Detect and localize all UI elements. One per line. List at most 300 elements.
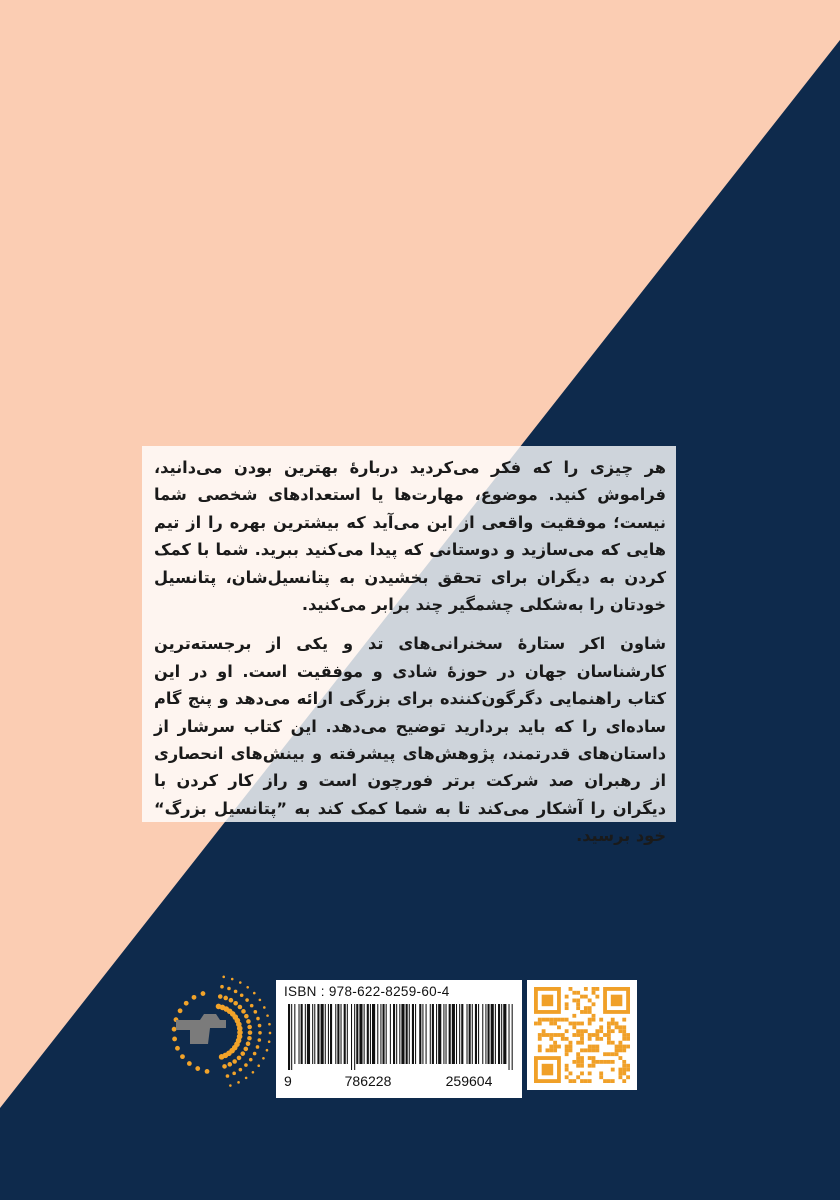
- qr-module: [592, 1014, 596, 1018]
- barcode-bar: [396, 1004, 397, 1064]
- logo-ray-dot: [246, 1019, 251, 1024]
- qr-module: [542, 1018, 546, 1022]
- barcode-bar: [377, 1004, 378, 1064]
- qr-module: [592, 987, 596, 991]
- barcode-bar: [443, 1004, 444, 1064]
- barcode-bar: [485, 1004, 486, 1064]
- logo-ray-dot: [232, 1072, 236, 1076]
- barcode-bar: [426, 1004, 427, 1064]
- qr-module: [618, 1068, 622, 1072]
- barcode-icon: [286, 1004, 514, 1070]
- qr-module: [565, 1052, 569, 1056]
- qr-module: [592, 1018, 596, 1022]
- logo-ray-dot: [250, 1004, 254, 1008]
- logo-ray-dot: [249, 1058, 253, 1062]
- qr-module: [611, 1060, 615, 1064]
- qr-module: [607, 1060, 611, 1064]
- logo-ray-dot: [172, 1027, 177, 1032]
- qr-module: [538, 1022, 542, 1026]
- logo-ray-dot: [244, 1063, 248, 1067]
- qr-module: [580, 1037, 584, 1041]
- qr-module: [576, 1056, 580, 1060]
- qr-module: [607, 1029, 611, 1033]
- logo-ray-dot: [227, 987, 231, 991]
- barcode-bar: [452, 1004, 455, 1064]
- logo-ray-dot: [184, 1001, 189, 1006]
- barcode-bar: [472, 1004, 473, 1064]
- barcode-bar: [446, 1004, 447, 1064]
- barcode-bar: [432, 1004, 434, 1064]
- qr-module: [603, 1060, 607, 1064]
- qr-module: [592, 1002, 596, 1006]
- qr-module: [595, 987, 599, 991]
- qr-module: [592, 1064, 596, 1068]
- barcode-digits-right: 259604: [445, 1073, 493, 1089]
- qr-module: [553, 1048, 557, 1052]
- publisher-logo: [160, 962, 276, 1098]
- qr-module: [542, 995, 554, 1007]
- barcode-bar: [344, 1004, 346, 1064]
- qr-module: [618, 1041, 622, 1045]
- barcode-bar: [512, 1004, 513, 1070]
- logo-ray-dot: [246, 986, 249, 989]
- barcode-bar: [325, 1004, 326, 1064]
- qr-module: [599, 1037, 603, 1041]
- qr-module: [569, 1045, 573, 1049]
- qr-module: [603, 1033, 607, 1037]
- qr-module: [603, 1052, 607, 1056]
- barcode-bar: [509, 1004, 510, 1070]
- logo-ray-dot: [222, 976, 225, 979]
- qr-module: [599, 1060, 603, 1064]
- qr-module: [607, 1022, 611, 1026]
- qr-module: [615, 1048, 619, 1052]
- qr-module: [588, 1056, 592, 1060]
- qr-module: [580, 1079, 584, 1083]
- logo-ray-dot: [248, 1030, 253, 1035]
- qr-module: [588, 1006, 592, 1010]
- blurb-paragraph-2: شاون اکر ستارهٔ سخنرانی‌های تد و یکی از برجسته‌ترین کارشناسان جهان در حوزهٔ شادی و موفقیت است. او در این کتاب راهنمایی دگرگون‌کننده برای بزرگی ارائه می‌دهد و پنج گام ساده‌ای را که باید بردارید توضیح می‌دهد. این کتاب سرشار از داستان‌های قدرتمند، پژوهش‌های پیشرفته و بینش‌های انحصاری از رهبران صد شرکت برتر فورچون است و راز کار کردن با دیگران را آشکار می‌کند تا به شما کمک کند به ”پتانسیل بزرگ“ خود برسید.: [154, 634, 666, 846]
- qr-module: [592, 1056, 596, 1060]
- qr-module: [622, 1018, 626, 1022]
- barcode-bar: [412, 1004, 414, 1064]
- logo-ray-dot: [195, 1066, 200, 1071]
- qr-module: [576, 1075, 580, 1079]
- qr-module: [592, 1048, 596, 1052]
- logo-ray-dot: [234, 990, 238, 994]
- barcode-bar: [294, 1004, 295, 1064]
- logo-ray-dot: [245, 998, 249, 1002]
- qr-module: [615, 1025, 619, 1029]
- qr-module: [538, 1033, 542, 1037]
- qr-module: [588, 1064, 592, 1068]
- logo-ray-dot: [244, 1014, 249, 1019]
- barcode-bar: [430, 1004, 431, 1064]
- barcode-bar: [478, 1004, 479, 1064]
- qr-module: [572, 999, 576, 1003]
- barcode-bar: [356, 1004, 358, 1064]
- barcode-digits: [284, 1073, 516, 1089]
- qr-module: [618, 1025, 622, 1029]
- back-cover-blurb: [142, 446, 676, 846]
- qr-module: [599, 1029, 603, 1033]
- logo-ray-dot: [258, 1038, 262, 1042]
- qr-module: [588, 999, 592, 1003]
- logo-ray-dot: [218, 994, 223, 999]
- qr-module: [626, 1064, 630, 1068]
- qr-module: [607, 1033, 611, 1037]
- qr-module: [565, 1018, 569, 1022]
- barcode-bar: [337, 1004, 339, 1064]
- qr-module: [618, 1075, 622, 1079]
- qr-module: [549, 1018, 553, 1022]
- qr-module: [607, 1041, 611, 1045]
- isbn-text: ISBN : 978-622-8259-60-4: [284, 984, 450, 999]
- qr-module: [622, 1025, 626, 1029]
- qr-module: [595, 1037, 599, 1041]
- qr-module: [626, 1068, 630, 1072]
- qr-module: [549, 1022, 553, 1026]
- qr-module: [565, 1075, 569, 1079]
- barcode-bar: [305, 1004, 306, 1064]
- barcode-bar: [288, 1004, 290, 1070]
- logo-ray-dot: [268, 1023, 271, 1026]
- barcode-bar: [317, 1004, 319, 1064]
- qr-module: [588, 1033, 592, 1037]
- logo-ray-dot: [237, 1081, 240, 1084]
- qr-module: [584, 1010, 588, 1014]
- barcode-digit-first: 9: [284, 1073, 292, 1089]
- qr-module: [622, 1029, 626, 1033]
- qr-module: [626, 1075, 630, 1079]
- barcode-bar: [461, 1004, 463, 1064]
- qr-module: [572, 1025, 576, 1029]
- qr-module: [565, 1029, 569, 1033]
- qr-module: [626, 1037, 630, 1041]
- qr-module: [576, 1029, 580, 1033]
- qr-module: [584, 1079, 588, 1083]
- qr-module: [599, 1025, 603, 1029]
- qr-module: [595, 1060, 599, 1064]
- logo-ray-dot: [187, 1061, 192, 1066]
- logo-ray-dot: [258, 1024, 262, 1028]
- qr-module: [607, 1025, 611, 1029]
- qr-module: [626, 1033, 630, 1037]
- blurb-paragraph-1: هر چیزی را که فکر می‌کردید دربارهٔ بهترین بودن می‌دانید، فراموش کنید. موضوع، مهارت‌ها یا استعدادهای شخصی شما نیست؛ موفقیت واقعی از این می‌آید که بیشترین بهره را از تیم هایی که می‌سازید و دوستانی که پیدا می‌کنید ببرید. شما با کمک کردن به دیگران برای تحقق بخشیدن به پتانسیل‌شان، پتانسیل خودتان را به‌شکلی چشمگیر چند برابر می‌کنید.: [154, 458, 666, 615]
- qr-module: [622, 1037, 626, 1041]
- qr-module: [576, 1060, 580, 1064]
- logo-ray-dot: [178, 1008, 183, 1013]
- qr-module: [622, 1079, 626, 1083]
- logo-ray-dot: [263, 1006, 266, 1009]
- qr-module: [580, 1060, 584, 1064]
- logo-ray-dot: [219, 1054, 225, 1060]
- qr-module: [580, 1041, 584, 1045]
- qr-module: [572, 1022, 576, 1026]
- qr-module: [592, 1033, 596, 1037]
- qr-module: [546, 1048, 550, 1052]
- qr-module: [542, 1033, 546, 1037]
- isbn-barcode-label: [276, 980, 522, 1098]
- logo-ray-dot: [266, 1014, 269, 1017]
- qr-module: [611, 1029, 615, 1033]
- barcode-bar: [491, 1004, 494, 1064]
- barcode-bar: [438, 1004, 441, 1064]
- qr-module: [584, 995, 588, 999]
- qr-module: [580, 1033, 584, 1037]
- barcode-bar: [495, 1004, 496, 1064]
- qr-module: [584, 1006, 588, 1010]
- logo-ray-dot: [172, 1037, 177, 1042]
- logo-ray-dot: [243, 1047, 248, 1052]
- qr-module: [611, 1079, 615, 1083]
- qr-module: [592, 1045, 596, 1049]
- barcode-bar: [367, 1004, 369, 1064]
- qr-module: [588, 1018, 592, 1022]
- qr-module: [576, 1041, 580, 1045]
- qr-module: [592, 991, 596, 995]
- qr-module: [622, 1045, 626, 1049]
- barcode-bar: [399, 1004, 400, 1064]
- qr-module: [622, 1068, 626, 1072]
- logo-ray-dot: [192, 995, 197, 1000]
- qr-module: [546, 1033, 550, 1037]
- qr-module: [588, 1048, 592, 1052]
- barcode-bar: [501, 1004, 502, 1064]
- qr-module: [576, 1006, 580, 1010]
- qr-module: [542, 1064, 554, 1076]
- qr-module: [607, 1037, 611, 1041]
- qr-module: [572, 1079, 576, 1083]
- qr-module: [565, 1064, 569, 1068]
- barcode-bar: [291, 1004, 292, 1070]
- logo-ray-dot: [245, 1077, 248, 1080]
- qr-module: [588, 1079, 592, 1083]
- logo-ray-dot: [240, 1051, 245, 1056]
- logo-ray-dot: [257, 1064, 260, 1067]
- qr-module: [557, 1045, 561, 1049]
- qr-module: [569, 1071, 573, 1075]
- qr-code-icon: [534, 987, 630, 1083]
- logo-ray-dot: [175, 1046, 180, 1051]
- qr-module: [622, 1064, 626, 1068]
- barcode-bar: [380, 1004, 381, 1064]
- qr-module: [569, 1048, 573, 1052]
- logo-ray-dot: [262, 1057, 265, 1060]
- qr-module: [576, 991, 580, 995]
- qr-module: [580, 1071, 584, 1075]
- barcode-bar: [301, 1004, 303, 1064]
- qr-module: [599, 1075, 603, 1079]
- qr-module: [615, 1022, 619, 1026]
- logo-ray-dot: [259, 999, 262, 1002]
- qr-module: [611, 1068, 615, 1072]
- barcode-bar: [475, 1004, 477, 1064]
- qr-module: [569, 987, 573, 991]
- logo-ray-dot: [240, 993, 244, 997]
- qr-module: [588, 1022, 592, 1026]
- barcode-bar: [347, 1004, 348, 1064]
- qr-module: [592, 1060, 596, 1064]
- qr-module: [622, 1048, 626, 1052]
- qr-module: [584, 987, 588, 991]
- barcode-bar: [409, 1004, 410, 1064]
- qr-module: [576, 1002, 580, 1006]
- logo-ray-dot: [241, 1009, 246, 1014]
- qr-module: [584, 1029, 588, 1033]
- logo-ray-dot: [223, 996, 228, 1001]
- qr-module: [565, 1006, 569, 1010]
- qr-module: [569, 1079, 573, 1083]
- barcode-bar: [370, 1004, 371, 1064]
- barcode-bar: [459, 1004, 460, 1064]
- qr-module: [599, 1018, 603, 1022]
- qr-module: [622, 1071, 626, 1075]
- barcode-bar: [386, 1004, 387, 1064]
- logo-ray-dot: [238, 1005, 243, 1010]
- barcode-bar: [372, 1004, 375, 1064]
- qr-module: [538, 1048, 542, 1052]
- barcode-bar: [312, 1004, 313, 1064]
- barcode-bar: [359, 1004, 362, 1064]
- qr-module: [572, 1060, 576, 1064]
- qr-module: [549, 1045, 553, 1049]
- logo-ray-dot: [229, 998, 234, 1003]
- qr-module: [538, 1045, 542, 1049]
- barcode-bar: [456, 1004, 457, 1064]
- qr-module: [611, 1052, 615, 1056]
- qr-module: [565, 995, 569, 999]
- qr-module: [618, 1048, 622, 1052]
- logo-ray-dot: [252, 1071, 255, 1074]
- barcode-bar: [436, 1004, 437, 1064]
- barcode-bar: [393, 1004, 395, 1064]
- qr-module: [580, 1064, 584, 1068]
- barcode-bar: [383, 1004, 385, 1064]
- logo-ray-dot: [237, 1056, 242, 1061]
- qr-module: [622, 1060, 626, 1064]
- qr-module: [580, 1029, 584, 1033]
- logo-ray-dot: [256, 1045, 260, 1049]
- logo-figure: [176, 1014, 226, 1044]
- barcode-bar: [469, 1004, 471, 1064]
- logo-ray-dot: [254, 1010, 258, 1014]
- logo-ray-dot: [246, 1041, 251, 1046]
- logo-ray-dot: [205, 1069, 210, 1074]
- logo-ray-dot: [268, 1040, 271, 1043]
- qr-module: [607, 1052, 611, 1056]
- barcode-bar: [354, 1004, 355, 1070]
- barcode-bar: [307, 1004, 310, 1064]
- logo-ray-dot: [226, 1074, 230, 1078]
- logo-ray-dot: [222, 1064, 227, 1069]
- qr-module: [611, 1022, 615, 1026]
- qr-module: [557, 1025, 561, 1029]
- logo-ray-dot: [227, 1062, 232, 1067]
- qr-module: [576, 1022, 580, 1026]
- qr-module: [584, 1048, 588, 1052]
- qr-module: [595, 995, 599, 999]
- qr-module: [549, 1048, 553, 1052]
- qr-module: [580, 1048, 584, 1052]
- barcode-bar: [341, 1004, 342, 1064]
- logo-ray-dot: [266, 1049, 269, 1052]
- qr-module: [561, 1033, 565, 1037]
- qr-module: [549, 1037, 553, 1041]
- barcode-bar: [401, 1004, 404, 1064]
- logo-ray-dot: [247, 1025, 252, 1030]
- barcode-bar: [419, 1004, 421, 1064]
- barcode-bar: [364, 1004, 365, 1064]
- qr-module: [611, 995, 623, 1007]
- qr-module: [588, 1037, 592, 1041]
- qr-module: [553, 1033, 557, 1037]
- qr-module: [572, 1014, 576, 1018]
- qr-module: [595, 1045, 599, 1049]
- qr-module: [561, 1037, 565, 1041]
- barcode-bar: [488, 1004, 490, 1064]
- barcode-bar: [321, 1004, 324, 1064]
- qr-module: [622, 1033, 626, 1037]
- qr-module: [565, 1002, 569, 1006]
- qr-module: [565, 1045, 569, 1049]
- qr-module: [603, 1079, 607, 1083]
- qr-module: [595, 1048, 599, 1052]
- qr-module: [580, 1022, 584, 1026]
- qr-module: [576, 999, 580, 1003]
- barcode-bar: [351, 1004, 352, 1070]
- qr-module: [611, 1041, 615, 1045]
- logo-ray-dot: [220, 985, 224, 989]
- logo-ray-dot: [232, 1059, 237, 1064]
- qr-module: [542, 1029, 546, 1033]
- qr-module: [538, 1018, 542, 1022]
- qr-module: [561, 1018, 565, 1022]
- qr-module: [618, 1056, 622, 1060]
- logo-ray-dot: [253, 1052, 257, 1056]
- barcode-bar: [467, 1004, 468, 1064]
- barcode-bar: [330, 1004, 332, 1064]
- barcode-bar: [415, 1004, 416, 1064]
- barcode-bar: [503, 1004, 506, 1064]
- qr-module: [580, 995, 584, 999]
- barcode-bar: [482, 1004, 483, 1064]
- logo-ray-dot: [229, 1084, 232, 1087]
- qr-module: [569, 1041, 573, 1045]
- logo-ray-dot: [201, 991, 206, 996]
- qr-module: [618, 1071, 622, 1075]
- qr-module: [549, 1033, 553, 1037]
- qr-module: [618, 1045, 622, 1049]
- qr-module: [553, 1018, 557, 1022]
- qr-module: [553, 1022, 557, 1026]
- qr-module: [618, 1029, 622, 1033]
- qr-module: [565, 1048, 569, 1052]
- logo-ray-dot: [256, 1017, 260, 1021]
- logo-ray-dot: [239, 1068, 243, 1072]
- qr-module: [580, 1010, 584, 1014]
- barcode-bar: [314, 1004, 315, 1064]
- barcode-bar: [449, 1004, 451, 1064]
- qr-module: [576, 1033, 580, 1037]
- logo-ray-dot: [233, 1001, 238, 1006]
- qr-module: [595, 1029, 599, 1033]
- barcode-bar: [335, 1004, 336, 1064]
- qr-module: [572, 991, 576, 995]
- qr-module: [557, 1033, 561, 1037]
- qr-module: [588, 1045, 592, 1049]
- logo-ray-dot: [258, 1031, 262, 1035]
